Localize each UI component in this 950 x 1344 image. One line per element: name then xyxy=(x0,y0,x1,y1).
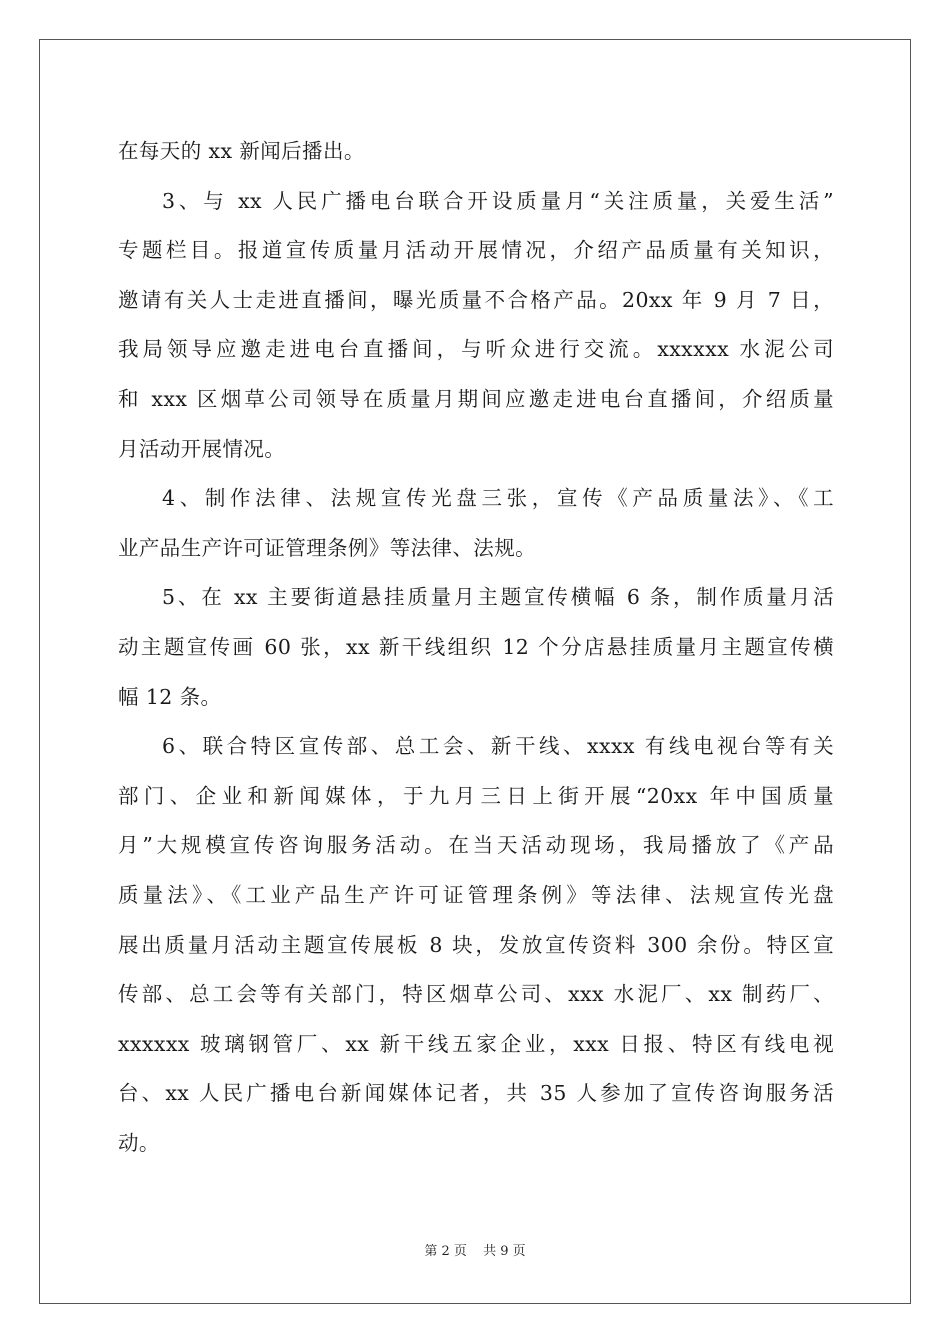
page-number-total: 共 9 页 xyxy=(483,1244,526,1259)
text-line: 展出质量月活动主题宣传展板 8 块，发放宣传资料 300 余份。特区宣 xyxy=(118,932,834,957)
text-line: 4、制作法律、法规宣传光盘三张，宣传《产品质量法》、《工 xyxy=(162,486,834,511)
text-line: 业产品生产许可证管理条例》等法律、法规。 xyxy=(118,535,536,560)
document-body xyxy=(118,127,834,1168)
text-line: 在每天的 xx 新闻后播出。 xyxy=(118,139,365,163)
text-line: 邀请有关人士走进直播间，曝光质量不合格产品。20xx 年 9 月 7 日， xyxy=(118,287,834,312)
text-line: xxxxxx 玻璃钢管厂、xx 新干线五家企业，xxx 日报、特区有线电视 xyxy=(118,1031,834,1056)
text-line: 6、联合特区宣传部、总工会、新干线、xxxx 有线电视台等有关 xyxy=(162,734,834,759)
text-line: 动。 xyxy=(118,1130,160,1155)
text-line: 我局领导应邀走进电台直播间，与听众进行交流。xxxxxx 水泥公司 xyxy=(118,337,834,362)
page-number-current: 第 2 页 xyxy=(424,1244,467,1259)
text-line: 幅 12 条。 xyxy=(118,684,222,709)
text-line: 专题栏目。报道宣传质量月活动开展情况，介绍产品质量有关知识， xyxy=(118,238,834,263)
text-line: 月活动开展情况。 xyxy=(118,436,286,461)
text-line: 部门、企业和新闻媒体，于九月三日上街开展“20xx 年中国质量 xyxy=(118,783,834,808)
paragraph-3 xyxy=(118,474,834,573)
text-line: 质量法》、《工业产品生产许可证管理条例》等法律、法规宣传光盘 xyxy=(118,882,834,907)
text-line: 5、在 xx 主要街道悬挂质量月主题宣传横幅 6 条，制作质量月活 xyxy=(162,585,834,610)
paragraph-2 xyxy=(118,177,834,475)
text-line: 和 xxx 区烟草公司领导在质量月期间应邀走进电台直播间，介绍质量 xyxy=(118,386,834,411)
page-footer xyxy=(0,1240,950,1259)
paragraph-4 xyxy=(118,573,834,722)
paragraph-5 xyxy=(118,722,834,1168)
text-line: 台、xx 人民广播电台新闻媒体记者，共 35 人参加了宣传咨询服务活 xyxy=(118,1081,834,1106)
text-line: 传部、总工会等有关部门，特区烟草公司、xxx 水泥厂、xx 制药厂、 xyxy=(118,982,834,1007)
text-line: 3、与 xx 人民广播电台联合开设质量月“关注质量，关爱生活” xyxy=(162,188,834,213)
text-line: 动主题宣传画 60 张，xx 新干线组织 12 个分店悬挂质量月主题宣传横 xyxy=(118,634,834,659)
paragraph-1 xyxy=(118,127,834,177)
text-line: 月”大规模宣传咨询服务活动。在当天活动现场，我局播放了《产品 xyxy=(118,833,834,858)
